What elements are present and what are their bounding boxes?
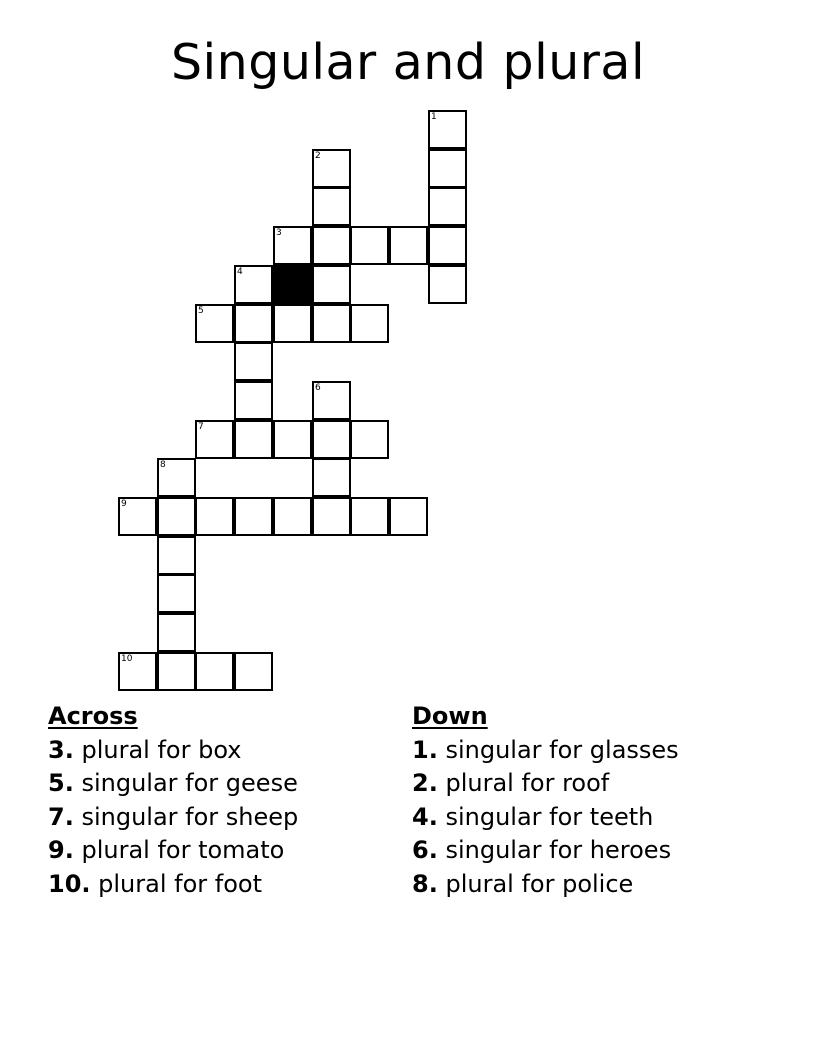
down-clue [412, 834, 679, 868]
clue-text: singular for geese [81, 769, 298, 797]
grid-cell[interactable] [428, 265, 467, 304]
grid-cell[interactable] [350, 497, 389, 536]
cell-number: 7 [198, 422, 204, 432]
grid-cell[interactable] [234, 420, 273, 459]
clue-text: plural for roof [445, 769, 610, 797]
down-clue [412, 868, 679, 902]
cell-number: 9 [121, 499, 127, 509]
page-title: Singular and plural [170, 34, 646, 91]
clue-number: 7. [48, 802, 74, 831]
clue-text: singular for heroes [445, 836, 672, 864]
cell-number: 4 [237, 267, 243, 277]
grid-cell[interactable] [273, 304, 312, 343]
grid-cell[interactable] [312, 381, 351, 420]
down-clue [412, 801, 679, 835]
down-clue [412, 734, 679, 768]
across-heading: Across [48, 702, 138, 730]
grid-cell[interactable] [312, 265, 351, 304]
clue-number: 5. [48, 769, 74, 797]
grid-cell[interactable] [118, 497, 157, 536]
clue-text: singular for glasses [445, 735, 679, 764]
grid-cell[interactable] [118, 652, 157, 691]
clue-number: 8. [412, 869, 438, 898]
down-clues [412, 700, 679, 901]
grid-cell[interactable] [234, 265, 273, 304]
grid-cell[interactable] [312, 304, 351, 343]
clue-text: plural for box [81, 735, 242, 764]
clue-number: 10. [48, 869, 91, 898]
grid-cell[interactable] [350, 420, 389, 459]
grid-cell[interactable] [234, 381, 273, 420]
cell-number: 8 [160, 460, 166, 470]
grid-cell[interactable] [234, 342, 273, 381]
grid-cell[interactable] [312, 149, 351, 188]
grid-cell[interactable] [428, 149, 467, 188]
grid-cell[interactable] [234, 304, 273, 343]
grid-cell[interactable] [157, 536, 196, 575]
grid-cell[interactable] [312, 420, 351, 459]
grid-cell[interactable] [389, 226, 428, 265]
grid-cell[interactable] [273, 497, 312, 536]
cell-number: 1 [431, 112, 437, 122]
grid-cell[interactable] [350, 226, 389, 265]
grid-cell[interactable] [428, 110, 467, 149]
grid-cell[interactable] [428, 226, 467, 265]
grid-cell[interactable] [157, 613, 196, 652]
down-clue [412, 767, 679, 801]
grid-cell[interactable] [157, 497, 196, 536]
clue-number: 3. [48, 735, 74, 764]
clue-number: 9. [48, 836, 74, 864]
grid-cell[interactable] [234, 652, 273, 691]
grid-cell[interactable] [389, 497, 428, 536]
cell-number: 3 [276, 228, 282, 238]
clue-number: 4. [412, 802, 438, 831]
clue-text: plural for police [445, 869, 634, 898]
down-heading: Down [412, 702, 488, 730]
clue-text: singular for teeth [445, 802, 654, 831]
grid-cell[interactable] [273, 226, 312, 265]
clue-number: 6. [412, 836, 438, 864]
clue-number: 2. [412, 769, 438, 797]
clue-text: plural for foot [98, 869, 262, 898]
across-clue [48, 834, 298, 868]
grid-cell[interactable] [195, 304, 234, 343]
across-clue [48, 868, 298, 902]
grid-cell[interactable] [157, 574, 196, 613]
cell-number: 10 [121, 654, 133, 664]
across-clue [48, 767, 298, 801]
across-clues [48, 700, 298, 901]
across-clue [48, 734, 298, 768]
cell-number: 2 [315, 151, 321, 161]
cell-number: 6 [315, 383, 321, 393]
clue-text: plural for tomato [81, 836, 285, 864]
grid-cell[interactable] [157, 652, 196, 691]
clue-number: 1. [412, 735, 438, 764]
black-cell [273, 265, 312, 304]
grid-cell[interactable] [195, 497, 234, 536]
grid-cell[interactable] [312, 458, 351, 497]
cell-number: 5 [198, 306, 204, 316]
grid-cell[interactable] [312, 226, 351, 265]
grid-cell[interactable] [428, 187, 467, 226]
grid-cell[interactable] [273, 420, 312, 459]
grid-cell[interactable] [195, 652, 234, 691]
across-clue [48, 801, 298, 835]
grid-cell[interactable] [312, 187, 351, 226]
grid-cell[interactable] [234, 497, 273, 536]
grid-cell[interactable] [157, 458, 196, 497]
grid-cell[interactable] [312, 497, 351, 536]
grid-cell[interactable] [350, 304, 389, 343]
grid-cell[interactable] [195, 420, 234, 459]
clue-text: singular for sheep [81, 802, 299, 831]
